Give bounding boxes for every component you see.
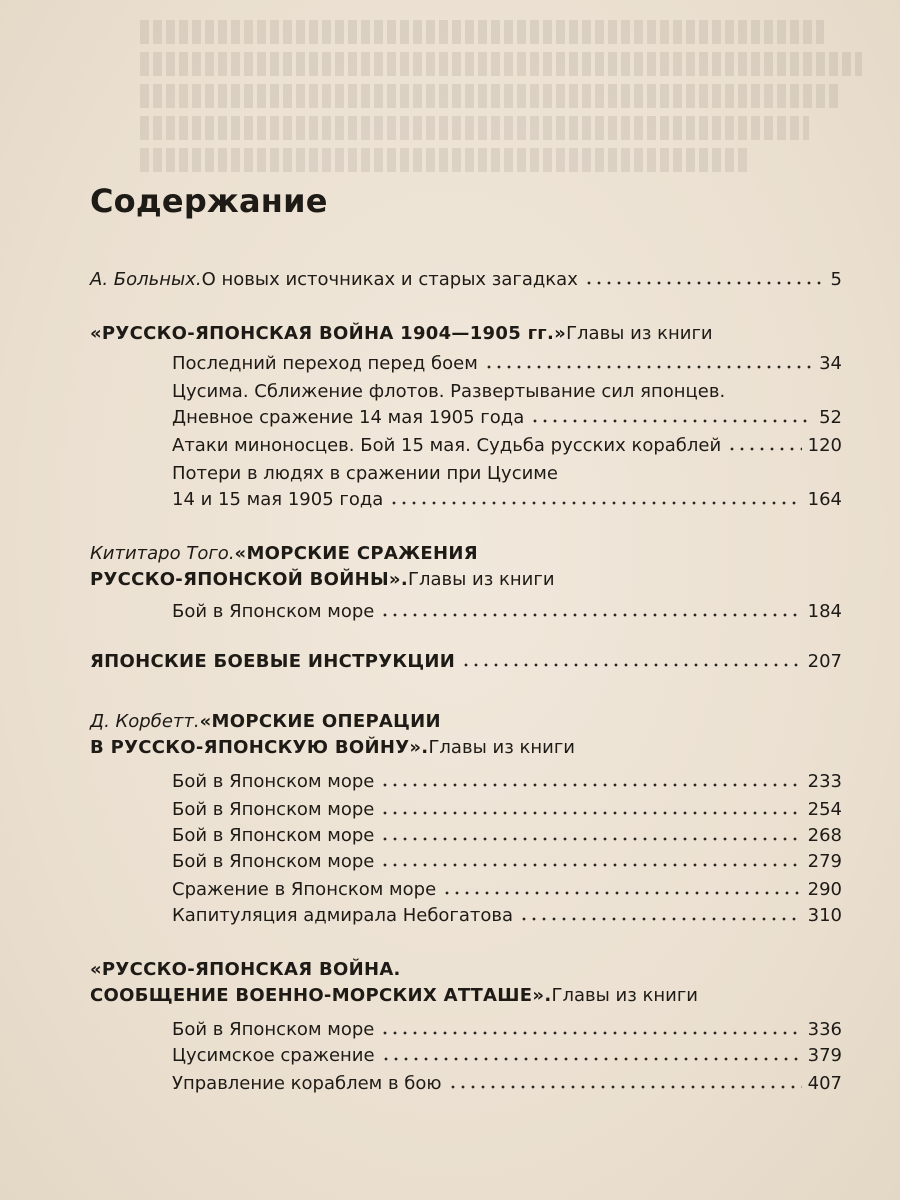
dot-leader — [461, 649, 802, 667]
toc-entry — [172, 822, 842, 850]
dot-leader — [380, 1017, 801, 1035]
section-author: Кититаро Того. — [90, 543, 235, 564]
dot-leader — [381, 1043, 802, 1061]
dot-leader — [380, 797, 801, 815]
entry-title: Бой в Японском море — [172, 601, 375, 622]
entry-title: Цусима. Сближение флотов. Развертывание сил японцев. — [172, 381, 726, 402]
toc-entry — [172, 1042, 842, 1070]
show-through-text — [140, 20, 900, 190]
dot-leader — [380, 769, 801, 787]
toc-entry-intro — [90, 266, 842, 294]
section-heading-5 — [90, 956, 842, 984]
section-suffix: Главы из книги — [428, 737, 575, 758]
entry-author: А. Больных. — [90, 269, 202, 290]
entry-title: Потери в людях в сражении при Цусиме — [172, 463, 558, 484]
page-number: 290 — [807, 879, 842, 900]
entry-title: Управление кораблем в бою — [172, 1073, 442, 1094]
section-title-cont: РУССКО-ЯПОНСКОЙ ВОЙНЫ». — [90, 569, 408, 590]
entry-title: Бой в Японском море — [172, 799, 375, 820]
dot-leader — [727, 433, 801, 451]
entry-title: Бой в Японском море — [172, 1019, 375, 1040]
toc-entry — [172, 796, 842, 824]
toc-entry — [172, 848, 842, 876]
dot-leader — [484, 351, 813, 369]
dot-leader — [380, 599, 801, 617]
page-number: 279 — [807, 851, 842, 872]
page-number: 310 — [807, 905, 842, 926]
dot-leader — [530, 405, 813, 423]
section-title: «МОРСКИЕ ОПЕРАЦИИ — [199, 711, 441, 732]
page-number: 379 — [807, 1045, 842, 1066]
page-title: Содержание — [90, 182, 328, 220]
entry-title: Дневное сражение 14 мая 1905 года — [172, 407, 525, 428]
dot-leader — [380, 849, 801, 867]
page-number: 233 — [807, 771, 842, 792]
entry-title: Капитуляция адмирала Небогатова — [172, 905, 514, 926]
section-heading-3 — [90, 648, 842, 676]
section-author: Д. Корбетт. — [90, 711, 200, 732]
section-title: «МОРСКИЕ СРАЖЕНИЯ — [234, 543, 478, 564]
section-title: «РУССКО-ЯПОНСКАЯ ВОЙНА 1904—1905 гг.» — [90, 323, 567, 344]
dot-leader — [448, 1071, 802, 1089]
page-number: 207 — [807, 651, 842, 672]
section-suffix: Главы из книги — [551, 985, 699, 1006]
entry-title: Цусимское сражение — [172, 1045, 375, 1066]
toc-entry — [172, 876, 842, 904]
entry-title: 14 и 15 мая 1905 года — [172, 489, 384, 510]
toc-entry — [172, 460, 842, 488]
toc-entry — [172, 598, 842, 626]
toc-entry — [172, 432, 842, 460]
entry-title: Атаки миноносцев. Бой 15 мая. Судьба русских кораблей — [172, 435, 722, 456]
toc-entry — [172, 404, 842, 432]
dot-leader — [389, 487, 801, 505]
toc-entry — [172, 378, 842, 406]
dot-leader — [584, 267, 825, 285]
dot-leader — [442, 877, 802, 895]
toc-entry — [172, 768, 842, 796]
entry-title: Бой в Японском море — [172, 771, 375, 792]
section-suffix: Главы из книги — [566, 323, 713, 344]
toc-entry — [172, 486, 842, 514]
page-number: 254 — [807, 799, 842, 820]
page-number: 268 — [807, 825, 842, 846]
entry-title: Последний переход перед боем — [172, 353, 478, 374]
entry-title: Бой в Японском море — [172, 825, 375, 846]
toc-entry — [172, 350, 842, 378]
entry-title: Сражение в Японском море — [172, 879, 437, 900]
section-title: ЯПОНСКИЕ БОЕВЫЕ ИНСТРУКЦИИ — [90, 651, 456, 672]
section-heading-1 — [90, 320, 842, 348]
section-heading-4-cont — [90, 734, 842, 762]
dot-leader — [519, 903, 802, 921]
section-heading-5-cont — [90, 982, 842, 1010]
section-title-cont: В РУССКО-ЯПОНСКУЮ ВОЙНУ». — [90, 737, 429, 758]
page-number: 52 — [819, 407, 842, 428]
section-heading-2 — [90, 540, 842, 568]
section-heading-2-cont — [90, 566, 842, 594]
page-number: 164 — [807, 489, 842, 510]
toc-entry — [172, 902, 842, 930]
dot-leader — [380, 823, 801, 841]
section-title-cont: СООБЩЕНИЕ ВОЕННО-МОРСКИХ АТТАШЕ». — [90, 985, 552, 1006]
toc-entry — [172, 1070, 842, 1098]
section-suffix: Главы из книги — [408, 569, 555, 590]
entry-title: Бой в Японском море — [172, 851, 375, 872]
page-number: 336 — [807, 1019, 842, 1040]
page-number: 120 — [807, 435, 842, 456]
page-number: 34 — [819, 353, 842, 374]
section-title: «РУССКО-ЯПОНСКАЯ ВОЙНА. — [90, 959, 401, 980]
page-number: 5 — [830, 269, 842, 290]
page-number: 184 — [807, 601, 842, 622]
section-heading-4 — [90, 708, 842, 736]
page-number: 407 — [807, 1073, 842, 1094]
toc-entry — [172, 1016, 842, 1044]
entry-title: О новых источниках и старых загадках — [201, 269, 578, 290]
